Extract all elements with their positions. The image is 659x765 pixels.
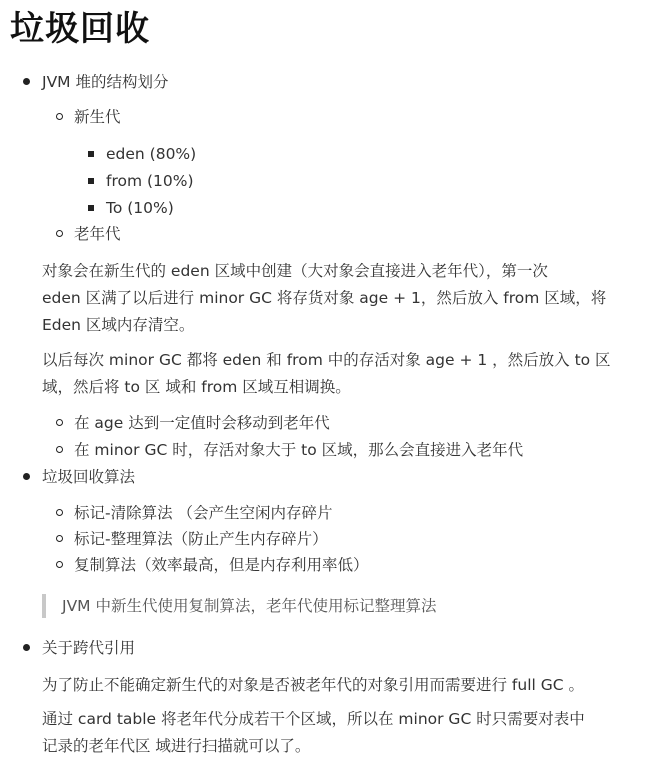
old-gen-label: 老年代 (74, 225, 121, 243)
bullet-icon (56, 113, 63, 120)
paragraph-line: Eden 区域内存清空。 (42, 316, 195, 334)
blockquote: JVM 中新生代使用复制算法，老年代使用标记整理算法 (62, 597, 437, 615)
paragraph-line: 域，然后将 to 区 域和 from 区域互相调换。 (42, 378, 351, 396)
bullet-icon (88, 178, 94, 184)
young-gen-item: from (10%) (106, 172, 194, 190)
cross-gen-paragraph: 为了防止不能确定新生代的对象是否被老年代的对象引用而需要进行 full GC 。 (42, 676, 585, 694)
bullet-icon (23, 78, 30, 85)
minor-gc-paragraph (42, 347, 611, 401)
young-gen-label: 新生代 (74, 108, 121, 126)
promotion-rule: 在 minor GC 时，存活对象大于 to 区域，那么会直接进入老年代 (74, 441, 524, 459)
gc-algorithm-item: 标记-清除算法 （会产生空闲内存碎片 (74, 504, 333, 522)
bullet-icon (56, 509, 63, 516)
card-table-paragraph (42, 706, 585, 760)
bullet-icon (56, 561, 63, 568)
young-gen-item: To (10%) (106, 199, 174, 217)
paragraph-line: 通过 card table 将老年代分成若干个区域，所以在 minor GC 时只需要对表中 (42, 710, 585, 728)
gc-algorithm-item: 复制算法（效率最高，但是内存利用率低） (74, 556, 369, 574)
bullet-icon (56, 446, 63, 453)
paragraph-line: 以后每次 minor GC 都将 eden 和 from 中的存活对象 age + 1 ，然后放入 to 区 (42, 351, 611, 369)
cross-gen-label: 关于跨代引用 (42, 639, 136, 657)
bullet-icon (88, 205, 94, 211)
heap-structure-label: JVM 堆的结构划分 (42, 73, 169, 91)
paragraph-line: eden 区满了以后进行 minor GC 将存货对象 age + 1，然后放入 from 区域，将 (42, 289, 607, 307)
promotion-rule: 在 age 达到一定值时会移动到老年代 (74, 414, 330, 432)
bullet-icon (23, 644, 30, 651)
gc-algorithm-item: 标记-整理算法（防止产生内存碎片） (74, 530, 328, 548)
paragraph-line: 对象会在新生代的 eden 区域中创建（大对象会直接进入老年代），第一次 (42, 262, 548, 280)
young-gen-item: eden (80%) (106, 145, 197, 163)
eden-paragraph (42, 258, 606, 339)
paragraph-line: 记录的老年代区 域进行扫描就可以了。 (42, 737, 311, 755)
blockquote-bar (42, 594, 46, 618)
bullet-icon (56, 535, 63, 542)
bullet-icon (23, 473, 30, 480)
page-title: 垃圾回收 (10, 9, 150, 49)
bullet-icon (56, 230, 63, 237)
gc-algorithms-label: 垃圾回收算法 (42, 468, 136, 486)
bullet-icon (88, 151, 94, 157)
bullet-icon (56, 419, 63, 426)
